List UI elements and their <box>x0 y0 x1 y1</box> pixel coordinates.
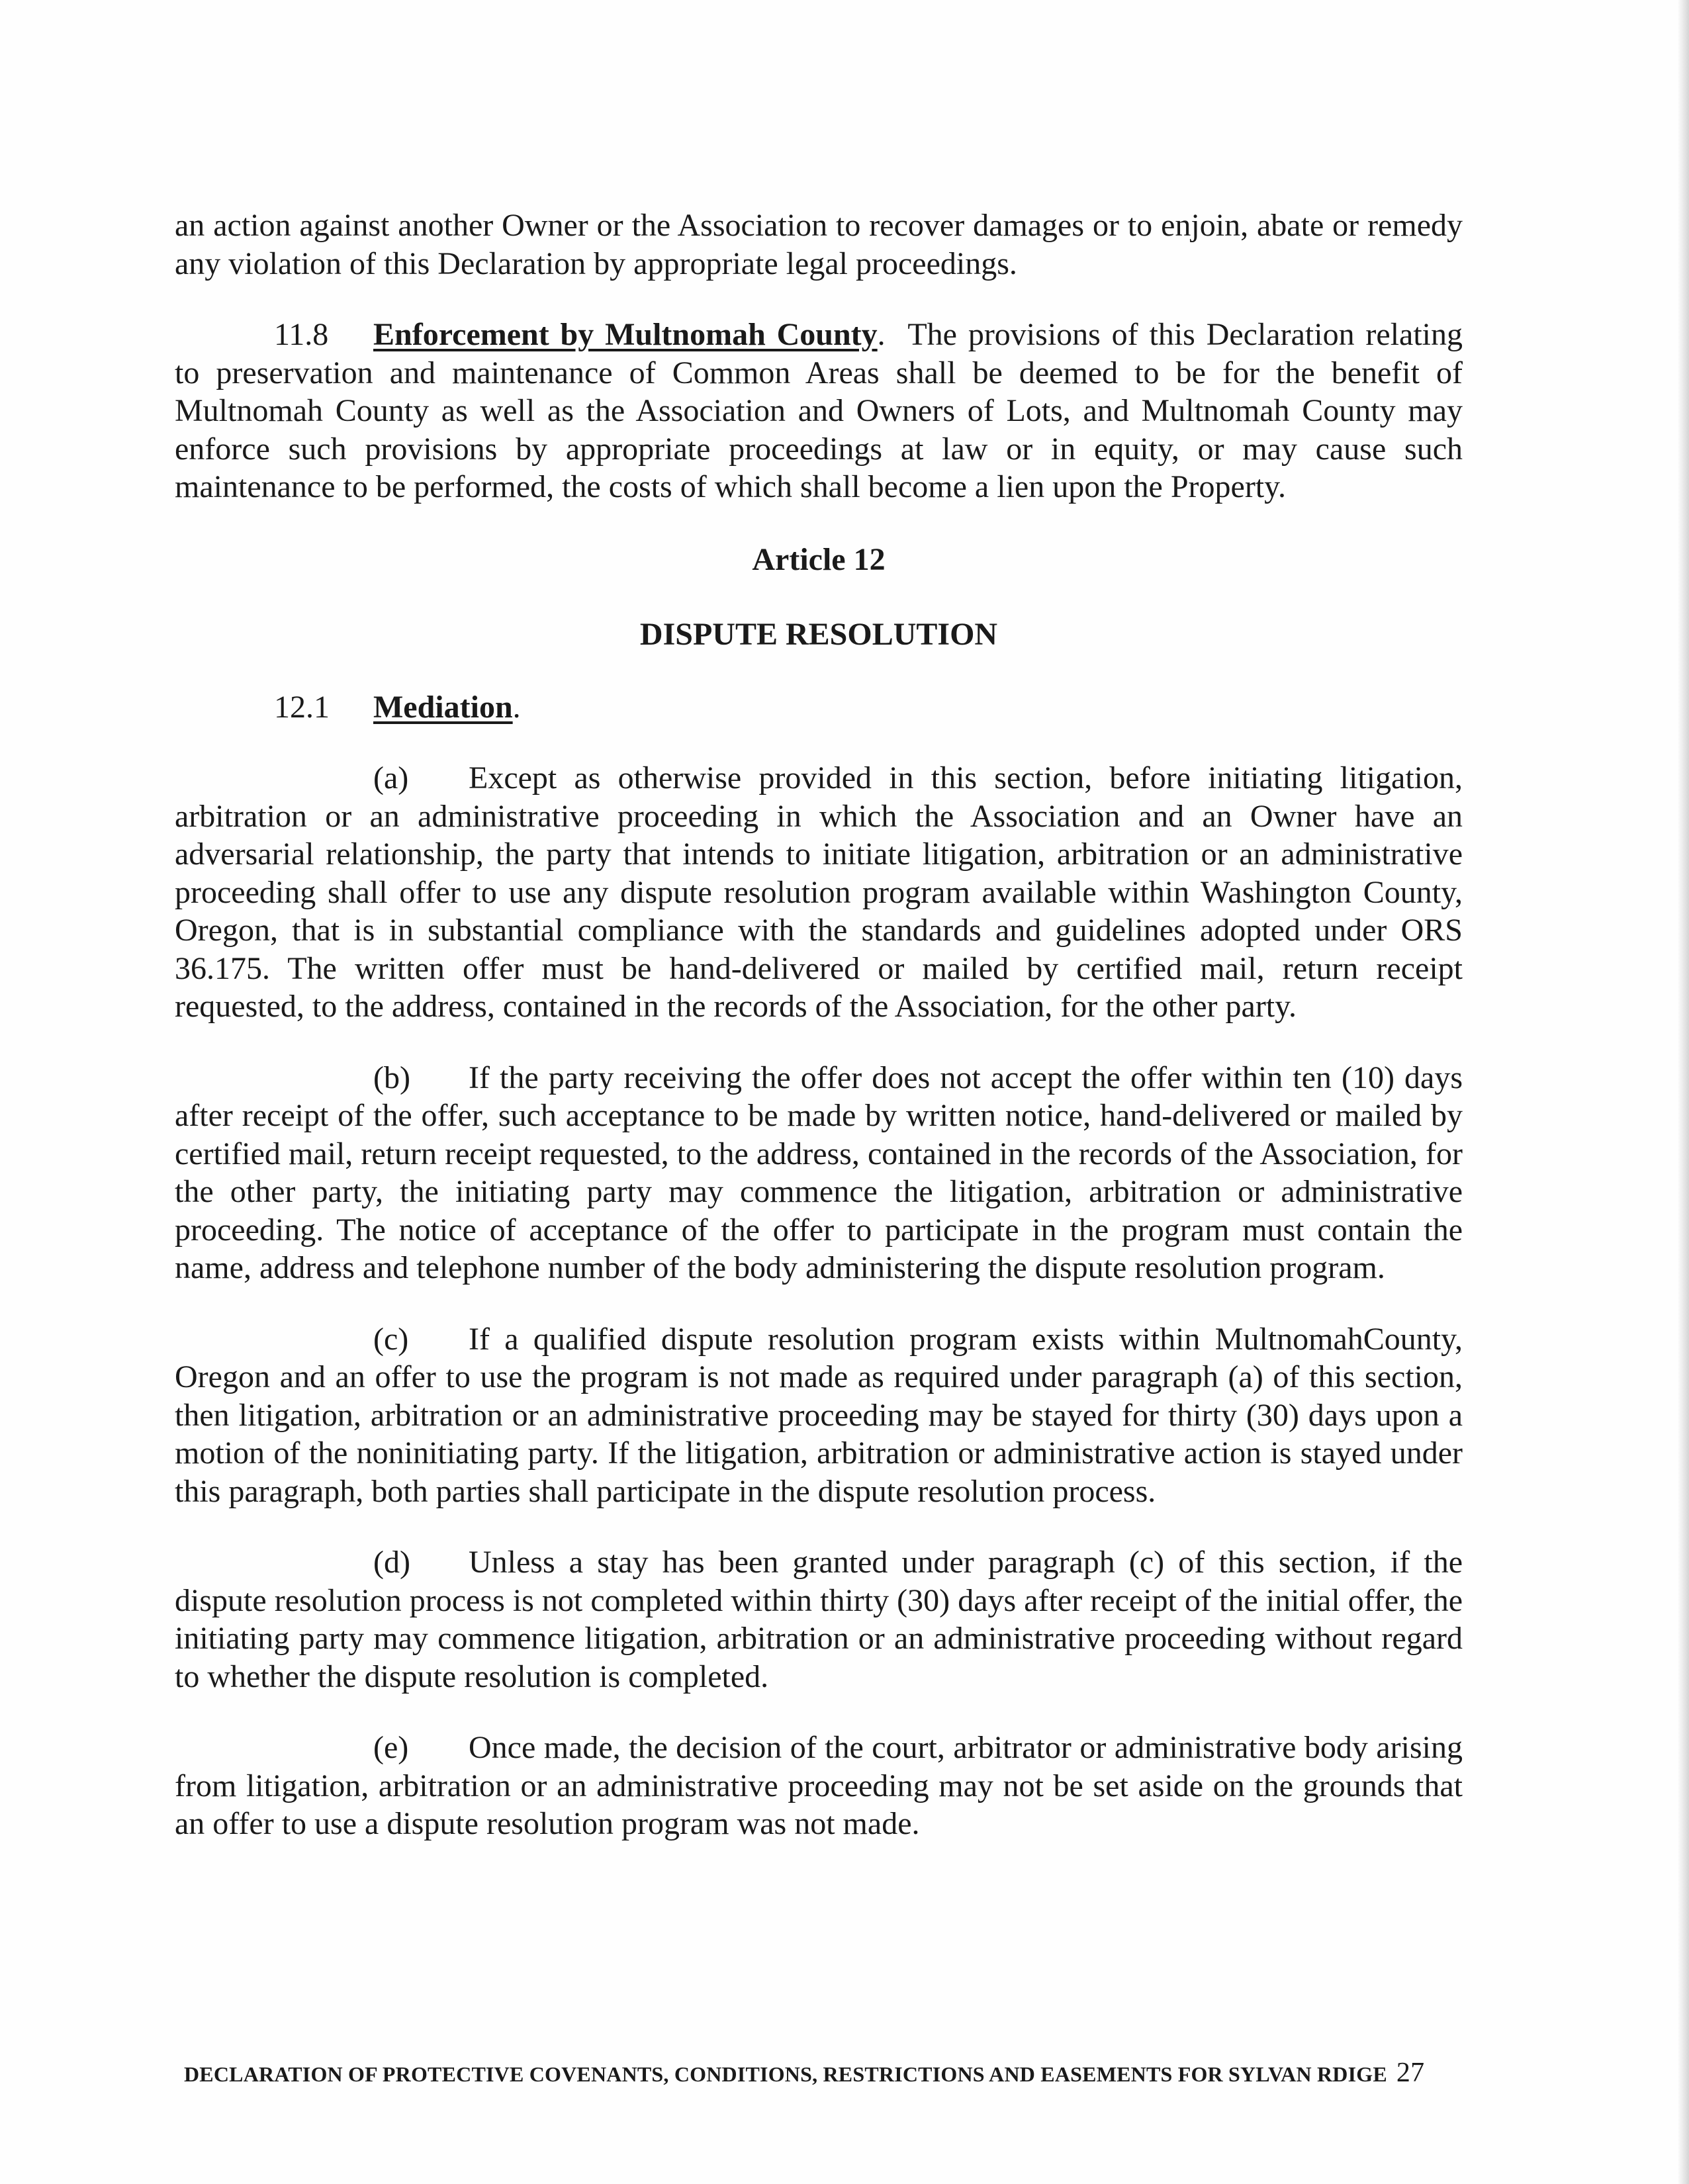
article-title: DISPUTE RESOLUTION <box>639 617 998 652</box>
page-footer <box>184 2057 1481 2089</box>
section-title: Mediation <box>373 689 513 725</box>
paragraph-b <box>175 1059 1463 1287</box>
section-title-period: . <box>877 317 908 352</box>
section-number: 12.1 <box>274 689 330 725</box>
paragraph-label: (e) <box>373 1730 409 1765</box>
paragraph-text: Once made, the decision of the court, arbitrator or administrative body arising from litigation, arbitration or an administrative proceeding may not be set aside on the grounds that an offer to use a dispute resolution program was not made. <box>175 1730 1463 1841</box>
page-number: 27 <box>1396 2058 1425 2088</box>
section-number: 11.8 <box>274 317 329 352</box>
paragraph-text: Except as otherwise provided in this section, before initiating litigation, arbitration or an administrative proceeding in which the Association and an Owner have an adversarial relationship, the party that intends to initiate litigation, arbitration or an administrative proceeding shall offer to use any dispute resolution program available within Washington County, Oregon, that is in substantial compliance with the standards and guidelines adopted under ORS 36.175. The written offer must be hand-delivered or mailed by certified mail, return receipt requested, to the address, contained in the records of the Association, for the other party. <box>175 760 1463 1024</box>
section-text: The provisions of this Declaration relating to preservation and maintenance of Common Areas shall be deemed to be for the benefit of Multnomah County as well as the Association and Owners of Lots, and Multnomah County may enforce such provisions by appropriate proceedings at law or in equity, or may cause such maintenance to be performed, the costs of which shall become a lien upon the Property. <box>175 317 1463 504</box>
paragraph-text: If a qualified dispute resolution program exists within MultnomahCounty, Oregon and an offer to use the program is not made as required under paragraph (a) of this section, then litigation, arbitration or an administrative proceeding may be stayed for thirty (30) days upon a motion of the noninitiating party. If the litigation, arbitration or administrative action is stayed under this paragraph, both parties shall participate in the dispute resolution process. <box>175 1321 1463 1509</box>
footer-title: DECLARATION OF PROTECTIVE COVENANTS, CONDITIONS, RESTRICTIONS AND EASEMENTS FOR SYLVAN RDIGE <box>184 2062 1387 2086</box>
continuation-paragraph: an action against another Owner or the Association to recover damages or to enjoin, abate or remedy any violation of this Declaration by appropriate legal proceedings. <box>175 208 1463 281</box>
paragraph-label: (d) <box>373 1545 410 1580</box>
paragraph-label: (a) <box>373 760 409 796</box>
scan-edge-shadow <box>1677 0 1689 2184</box>
paragraph-text: If the party receiving the offer does not accept the offer within ten (10) days after receipt of the offer, such acceptance to be made by written notice, hand-delivered or mailed by certified mail, return receipt requested, to the address, contained in the records of the Association, for the other party, the initiating party may commence the litigation, arbitration or administrative proceeding. The notice of acceptance of the offer to participate in the program must contain the name, address and telephone number of the body administering the dispute resolution program. <box>175 1060 1463 1285</box>
paragraph-c <box>175 1320 1463 1511</box>
section-title-period: . <box>512 689 521 725</box>
article-label: Article 12 <box>752 541 886 577</box>
section-11-8 <box>175 316 1463 506</box>
paragraph-label: (b) <box>373 1060 410 1095</box>
paragraph-text: Unless a stay has been granted under paragraph (c) of this section, if the dispute resolution process is not completed within thirty (30) days after receipt of the initial offer, the initiating party may commence litigation, arbitration or an administrative proceeding without regard to whether the dispute resolution is completed. <box>175 1545 1463 1694</box>
paragraph-label: (c) <box>373 1321 409 1357</box>
page-body <box>175 206 1463 1843</box>
paragraph-e <box>175 1729 1463 1843</box>
paragraph-a <box>175 759 1463 1026</box>
section-12-1 <box>175 688 1463 727</box>
section-title: Enforcement by Multnomah County <box>373 317 878 352</box>
paragraph-d <box>175 1543 1463 1696</box>
